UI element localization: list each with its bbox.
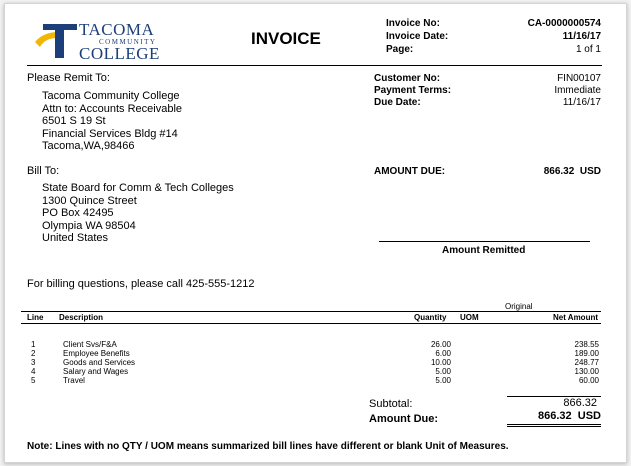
- remit-line: Financial Services Bldg #14: [42, 127, 178, 140]
- original-label: Original: [505, 302, 533, 311]
- billing-questions-note: For billing questions, please call 425-555-1212: [27, 278, 255, 290]
- row-net-amount: 238.55: [574, 340, 599, 349]
- row-quantity: 26.00: [430, 340, 451, 349]
- bill-to-line: PO Box 42495: [42, 207, 114, 219]
- remit-to-label: Please Remit To:: [27, 72, 110, 84]
- logo-text-tacoma: TACOMA: [79, 20, 155, 39]
- table-header-rule: [21, 323, 601, 324]
- invoice-date-label: Invoice Date:: [386, 31, 449, 42]
- row-quantity: 5.00: [435, 376, 451, 385]
- row-description: Travel: [63, 376, 85, 385]
- customer-no-value: FIN00107: [557, 73, 601, 84]
- table-row: [31, 367, 601, 376]
- invoice-no-value: CA-0000000574: [527, 18, 601, 29]
- amount-due-value: [544, 166, 601, 177]
- subtotal-label: Subtotal:: [369, 398, 413, 410]
- amount-due-currency: USD: [579, 166, 601, 177]
- row-net-amount: 248.77: [574, 358, 599, 367]
- invoice-sheet: [4, 3, 627, 463]
- amount-remitted-line: [379, 241, 590, 242]
- row-description: Salary and Wages: [63, 367, 129, 376]
- table-row: [31, 358, 601, 367]
- bill-to-line: United States: [42, 232, 109, 244]
- total-amount-due-currency: USD: [577, 410, 601, 422]
- col-quantity-header: Quantity: [414, 313, 447, 322]
- table-row: [31, 376, 601, 385]
- invoice-title: INVOICE: [251, 29, 321, 48]
- payment-terms-value: Immediate: [554, 85, 601, 96]
- logo-text-community: COMMUNITY: [99, 38, 157, 46]
- table-top-rule: [21, 311, 601, 312]
- col-net-amount-header: Net Amount: [552, 313, 598, 322]
- remit-line: Attn to: Accounts Receivable: [42, 102, 183, 115]
- college-logo: [33, 18, 163, 64]
- row-description: Goods and Services: [63, 358, 136, 367]
- row-description: Employee Benefits: [63, 349, 130, 358]
- total-amount-due-label: Amount Due:: [369, 413, 439, 425]
- remit-line: 6501 S 19 St: [42, 115, 106, 127]
- amount-remitted-label: Amount Remitted: [442, 245, 526, 256]
- amount-due-number: 866.32: [543, 166, 575, 177]
- row-line: 2: [31, 349, 36, 358]
- total-double-rule: [507, 424, 601, 427]
- total-amount-due-number: 866.32: [537, 410, 572, 422]
- invoice-no-label: Invoice No:: [386, 18, 440, 29]
- page-label: Page:: [386, 44, 414, 55]
- row-quantity: 5.00: [435, 367, 451, 376]
- row-line: 4: [31, 367, 36, 376]
- amount-due-label: AMOUNT DUE:: [374, 166, 446, 177]
- due-date-label: Due Date:: [374, 97, 421, 108]
- customer-no-label: Customer No:: [374, 73, 441, 84]
- logo-mark-icon: [33, 20, 79, 60]
- header-divider: [27, 65, 602, 66]
- row-net-amount: 60.00: [578, 376, 599, 385]
- row-line: 5: [31, 376, 36, 385]
- row-quantity: 6.00: [435, 349, 451, 358]
- col-uom-header: UOM: [460, 313, 479, 322]
- bill-to-label: Bill To:: [27, 165, 60, 177]
- remit-line: Tacoma,WA,98466: [42, 140, 135, 152]
- footer-note: Note: Lines with no QTY / UOM means summarized bill lines have different or blank Unit of Measures.: [27, 441, 509, 452]
- row-quantity: 10.00: [430, 358, 451, 367]
- row-line: 3: [31, 358, 36, 367]
- bill-to-line: 1300 Quince Street: [42, 194, 137, 207]
- bill-to-line: State Board for Comm & Tech Colleges: [42, 182, 234, 194]
- payment-terms-label: Payment Terms:: [374, 85, 452, 96]
- remit-address: [42, 90, 182, 153]
- row-net-amount: 130.00: [574, 367, 599, 376]
- col-line-header: Line: [27, 313, 44, 322]
- bill-to-address: [42, 182, 234, 245]
- table-row: [31, 340, 601, 349]
- page-value: 1 of 1: [575, 44, 601, 55]
- bill-to-line: Olympia WA 98504: [42, 219, 136, 232]
- due-date-value: 11/16/17: [562, 97, 601, 108]
- col-description-header: Description: [59, 313, 104, 322]
- total-amount-due-value: [538, 410, 601, 422]
- row-net-amount: 189.00: [574, 349, 599, 358]
- invoice-date-value: 11/16/17: [562, 31, 601, 42]
- remit-line: Tacoma Community College: [42, 90, 180, 102]
- row-line: 1: [31, 340, 36, 349]
- table-row: [31, 349, 601, 358]
- row-description: Client Svs/F&A: [63, 340, 117, 349]
- subtotal-value: 866.32: [563, 397, 597, 409]
- logo-text-college: COLLEGE: [79, 44, 160, 63]
